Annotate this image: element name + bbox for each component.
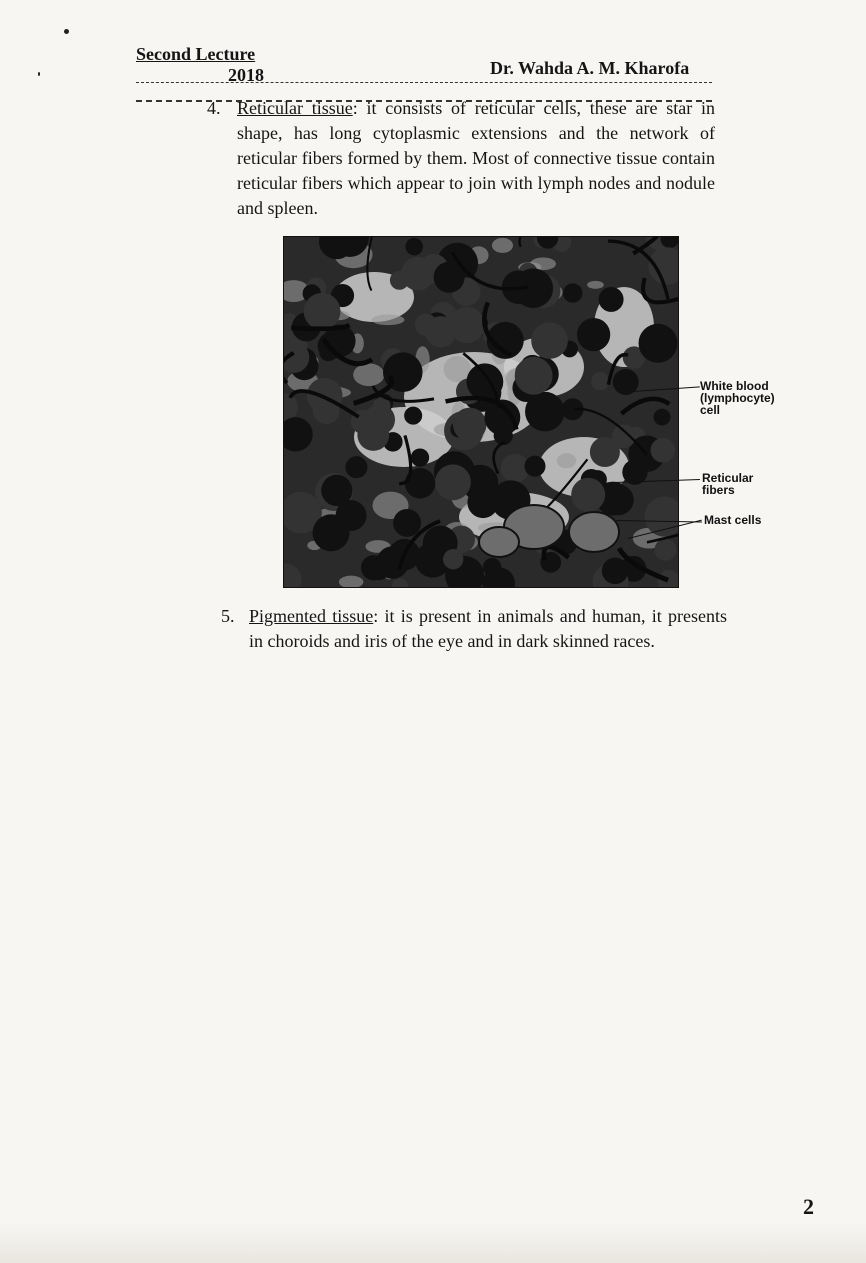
header-author: Dr. Wahda A. M. Kharofa xyxy=(490,58,690,78)
micrograph-texture xyxy=(393,509,421,537)
micrograph-texture xyxy=(357,419,389,451)
micrograph-texture xyxy=(531,322,568,359)
micrograph-texture xyxy=(444,356,471,382)
header-divider xyxy=(136,82,712,83)
label-line: Reticular xyxy=(702,471,754,485)
micrograph-texture xyxy=(435,464,471,500)
micrograph-texture xyxy=(425,316,456,347)
micrograph-texture xyxy=(654,539,676,561)
micrograph-texture xyxy=(466,363,503,400)
micrograph-image xyxy=(283,236,679,588)
micrograph-texture xyxy=(569,512,619,552)
micrograph-texture xyxy=(524,456,545,477)
label-reticular-fibers xyxy=(702,472,753,496)
label-white-blood-cell xyxy=(700,380,775,416)
micrograph-texture xyxy=(372,315,405,326)
micrograph-texture xyxy=(515,357,553,395)
micrograph-texture xyxy=(492,238,513,253)
micrograph-texture xyxy=(405,238,423,256)
page-number: 2 xyxy=(803,1194,814,1219)
micrograph-texture xyxy=(479,527,519,557)
micrograph-texture xyxy=(483,558,501,576)
micrograph-texture xyxy=(651,438,676,463)
micrograph-texture xyxy=(443,549,463,569)
micrograph-texture xyxy=(577,318,610,351)
header-year: 2018 xyxy=(228,65,264,85)
item-term: Reticular tissue xyxy=(237,98,353,118)
list-item-reticular-tissue xyxy=(207,96,715,221)
scan-speck xyxy=(64,29,69,34)
micrograph-texture xyxy=(591,372,609,390)
item-number: 5. xyxy=(221,606,235,626)
list-item-pigmented-tissue xyxy=(221,604,727,654)
micrograph-drawing xyxy=(284,237,678,587)
scan-speck xyxy=(38,72,40,76)
micrograph-texture xyxy=(571,478,605,512)
micrograph-texture xyxy=(453,408,487,442)
label-line: fibers xyxy=(702,483,735,497)
item-number: 4. xyxy=(207,98,221,118)
header-course xyxy=(136,44,266,86)
micrograph-texture xyxy=(602,558,628,584)
micrograph-texture xyxy=(612,425,636,449)
item-text: : it consists of reticular cells, these are star in shape, has long cytoplasmic extensions and the network of reticular fibers formed by them. Most of connective tissue contain reticular fibers which appear to join with lymph nodes and nodule and spleen. xyxy=(237,98,715,218)
label-line: White blood xyxy=(700,379,769,393)
micrograph-texture xyxy=(639,324,678,363)
micrograph-texture xyxy=(654,409,671,426)
micrograph-texture xyxy=(557,453,577,468)
micrograph-texture xyxy=(587,281,604,289)
label-line: cell xyxy=(700,403,721,417)
micrograph-texture xyxy=(411,448,429,466)
label-line: (lymphocyte) xyxy=(700,391,775,405)
item-term: Pigmented tissue xyxy=(249,606,374,626)
micrograph-texture xyxy=(345,456,367,478)
micrograph-texture xyxy=(390,271,409,290)
item-text: : it is present in animals and human, it presents in choroids and iris of the eye and in dark skinned races. xyxy=(249,606,727,651)
micrograph-texture xyxy=(599,287,624,312)
micrograph-texture xyxy=(313,514,350,551)
header-course-title: Second Lecture xyxy=(136,44,256,64)
micrograph-texture xyxy=(404,407,422,425)
micrograph-texture xyxy=(563,283,582,302)
label-mast-cells: Mast cells xyxy=(704,513,762,527)
scan-edge-shadow xyxy=(0,1223,866,1263)
micrograph-texture xyxy=(304,293,341,330)
micrograph-texture xyxy=(353,363,384,386)
